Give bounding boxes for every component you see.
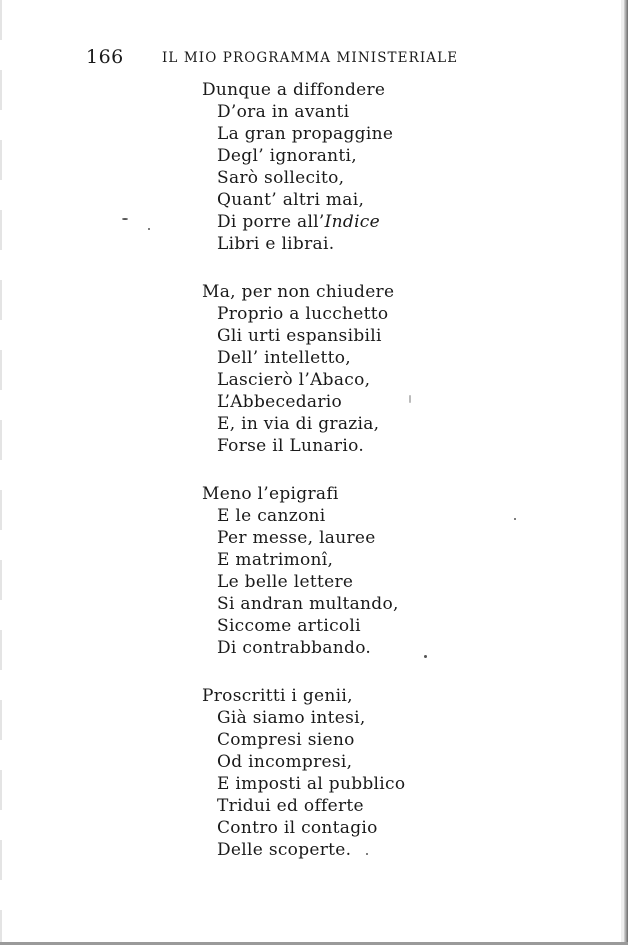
poem-line: Le belle lettere (217, 572, 354, 592)
print-speck (148, 228, 150, 230)
poem (202, 79, 432, 887)
poem-line-with-italic (202, 211, 432, 233)
poem-line: Forse il Lunario. (217, 436, 365, 456)
italic-word-indice: Indice (324, 212, 380, 232)
page-left-edge (0, 0, 2, 945)
poem-line: E imposti al pubblico (217, 774, 406, 794)
print-speck (424, 655, 427, 658)
poem-line: D’ora in avanti (217, 102, 350, 122)
poem-line: Quant’ altri mai, (217, 190, 365, 210)
page-right-edge (624, 0, 628, 945)
print-speck (409, 395, 411, 403)
poem-line: La gran propaggine (217, 124, 394, 144)
poem-line: Si andran multando, (217, 594, 399, 614)
page-header (86, 46, 466, 70)
poem-line: Proprio a lucchetto (217, 304, 389, 324)
stanza-4 (202, 685, 432, 861)
poem-line: Libri e librai. (217, 234, 335, 254)
poem-line: Od incompresi, (217, 752, 353, 772)
poem-line: Meno l’epigrafi (202, 484, 339, 504)
print-speck (366, 853, 368, 855)
poem-line: Di contrabbando. (217, 638, 372, 658)
poem-line: Tridui ed offerte (217, 796, 364, 816)
poem-line: Già siamo intesi, (217, 708, 366, 728)
poem-line: Compresi sieno (217, 730, 355, 750)
stanza-1 (202, 79, 432, 255)
stanza-2 (202, 281, 432, 457)
poem-line: E, in via di grazia, (217, 414, 380, 434)
poem-line: E matrimonî, (217, 550, 334, 570)
poem-line: Delle scoperte. (217, 840, 352, 860)
poem-line: E le canzoni (217, 506, 326, 526)
poem-line: Siccome articoli (217, 616, 361, 636)
poem-line: Gli urti espansibili (217, 326, 382, 346)
poem-line: Dunque a diffondere (202, 80, 386, 100)
poem-line: Sarò sollecito, (217, 168, 345, 188)
poem-line: Proscritti i genii, (202, 686, 353, 706)
poem-line: Lascierò l’Abaco, (217, 370, 371, 390)
poem-line: Contro il contagio (217, 818, 378, 838)
page-number: 166 (86, 46, 124, 68)
print-speck (514, 518, 516, 520)
poem-line: Ma, per non chiudere (202, 282, 395, 302)
poem-line: Per messe, lauree (217, 528, 376, 548)
poem-line: Dell’ intelletto, (217, 348, 351, 368)
print-speck (122, 218, 128, 220)
poem-line: Degl’ ignoranti, (217, 146, 358, 166)
poem-line: L’Abbecedario (217, 392, 343, 412)
stanza-3 (202, 483, 432, 659)
poem-line-text: Di porre all’ (217, 212, 325, 232)
running-head: IL MIO PROGRAMMA MINISTERIALE (162, 50, 459, 66)
